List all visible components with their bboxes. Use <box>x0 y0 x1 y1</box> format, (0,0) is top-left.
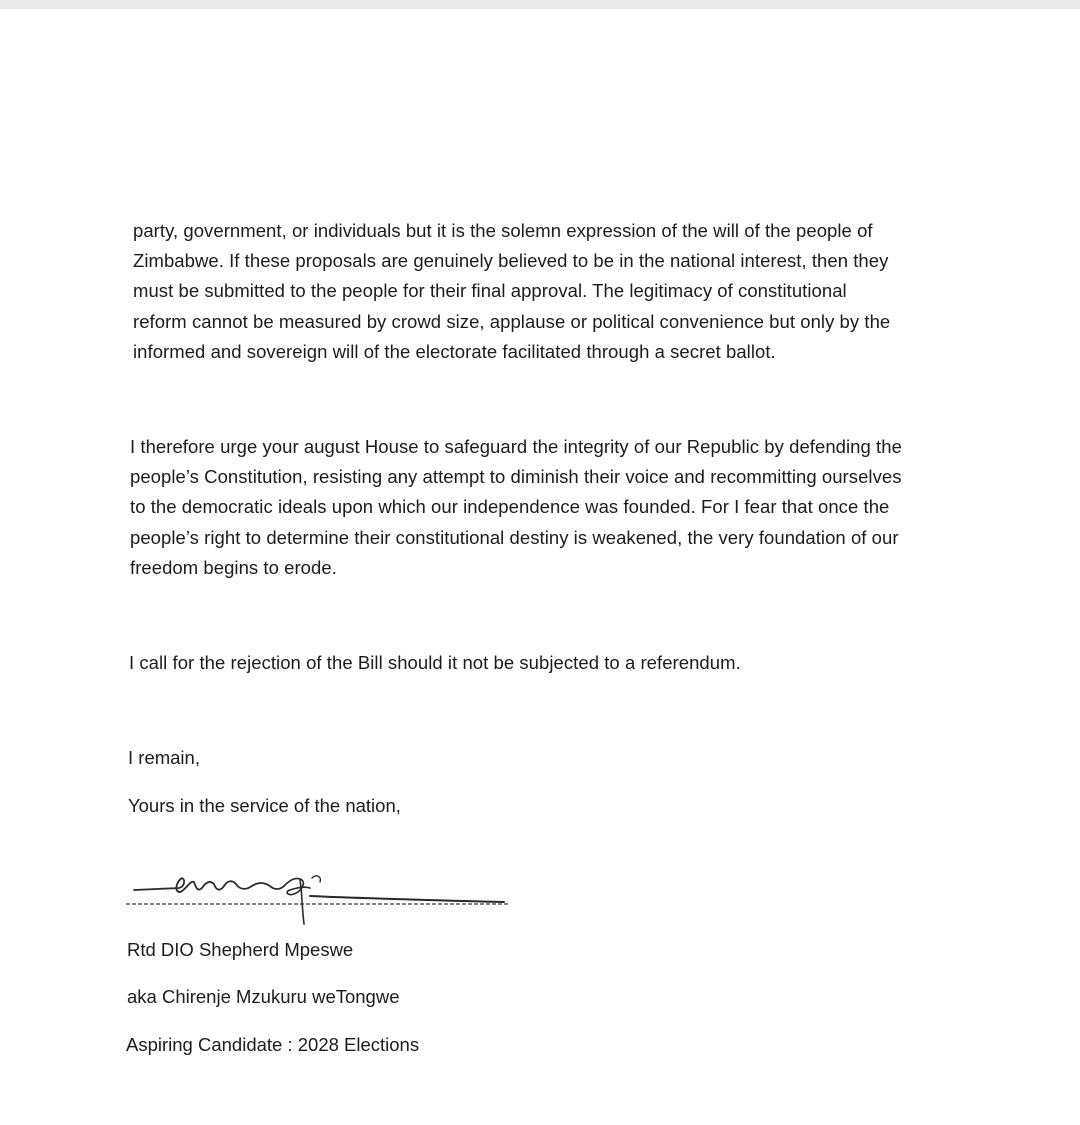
signatory-role: Aspiring Candidate : 2028 Elections <box>126 1034 420 1055</box>
paragraph-line: to the democratic ideals upon which our independence was founded. For I fear that once the <box>130 496 890 518</box>
signature-stroke <box>134 878 284 892</box>
paragraph-line: I therefore urge your august House to safeguard the integrity of our Republic by defending the <box>130 436 902 457</box>
paragraph-line: must be submitted to the people for their final approval. The legitimacy of constitutional <box>133 280 847 302</box>
paragraph-line: reform cannot be measured by crowd size, applause or political convenience but only by the <box>133 310 891 332</box>
body-paragraph-2 <box>130 432 902 583</box>
paragraph-line: informed and sovereign will of the electorate facilitated through a secret ballot. <box>133 340 776 362</box>
page-top-edge <box>0 0 1080 9</box>
signature-stroke <box>284 878 310 894</box>
closing-remain: I remain, <box>128 747 200 768</box>
paragraph-line: party, government, or individuals but it is the solemn expression of the will of the people of <box>133 220 873 241</box>
paragraph-line: people’s right to determine their constitutional destiny is weakened, the very foundation of our <box>130 526 899 548</box>
body-paragraph-3 <box>129 648 741 678</box>
paragraph-line: Zimbabwe. If these proposals are genuinely believed to be in the national interest, then they <box>133 250 889 272</box>
signature <box>124 862 514 932</box>
signature-stroke <box>310 896 504 902</box>
paragraph-line: I call for the rejection of the Bill should it not be subjected to a referendum. <box>129 652 741 673</box>
paragraph-line: people’s Constitution, resisting any attempt to diminish their voice and recommitting ourselves <box>130 466 902 488</box>
signature-stroke <box>312 876 320 882</box>
signatory-alias: aka Chirenje Mzukuru weTongwe <box>127 986 400 1007</box>
signature-icon <box>124 862 514 932</box>
closing-service: Yours in the service of the nation, <box>128 795 401 816</box>
body-paragraph-1 <box>133 216 890 367</box>
signatory-name: Rtd DIO Shepherd Mpeswe <box>127 939 354 960</box>
paragraph-line: freedom begins to erode. <box>130 556 337 578</box>
